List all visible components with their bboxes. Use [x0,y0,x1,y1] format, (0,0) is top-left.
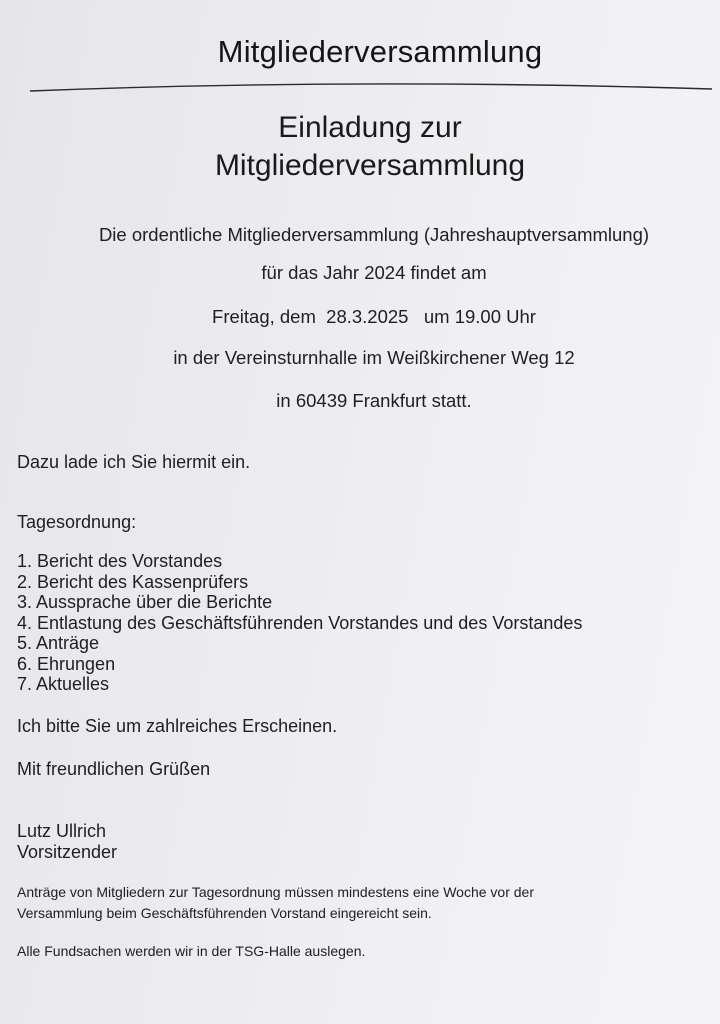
lost-found-note: Alle Fundsachen werden wir in der TSG-Halle auslegen. [17,943,366,959]
agenda-list [17,551,582,695]
header-title: Mitgliederversammlung [217,34,543,69]
agenda-item: 5. Anträge [17,633,100,653]
meeting-year: für das Jahr 2024 findet am [261,262,487,283]
agenda-item: 3. Aussprache über die Berichte [17,592,273,612]
invitation-title-line2: Mitgliederversammlung [214,149,526,182]
agenda-item: 2. Bericht des Kassenprüfers [17,571,249,592]
agenda-item: 4. Entlastung des Geschäftsführenden Vorstandes und des Vorstandes [17,612,583,633]
agenda-item: 7. Aktuelles [17,674,110,694]
signer-name: Lutz Ullrich [17,821,107,841]
agenda-heading: Tagesordnung: [17,512,137,532]
invitation-intro: Dazu lade ich Sie hiermit ein. [17,452,251,472]
header-rule [0,70,720,110]
invitation-title-line1: Einladung zur [278,111,462,144]
meeting-description: Die ordentliche Mitgliederversammlung (Jahreshauptversammlung) [98,224,650,245]
meeting-venue: in der Vereinsturnhalle im Weißkirchener Weg 12 [173,347,575,368]
motions-note-line2: Versammlung beim Geschäftsführenden Vorstand eingereicht sein. [17,905,432,921]
motions-note-line1: Anträge von Mitgliedern zur Tagesordnung müssen mindestens eine Woche vor der [17,884,534,900]
agenda-item: 1. Bericht des Vorstandes [17,551,223,571]
meeting-city: in 60439 Frankfurt statt. [276,390,472,411]
greeting: Mit freundlichen Grüßen [17,759,211,779]
closing-request: Ich bitte Sie um zahlreiches Erscheinen. [17,716,338,736]
agenda-item: 6. Ehrungen [17,653,116,674]
meeting-date-time: Freitag, dem 28.3.2025 um 19.00 Uhr [212,306,536,327]
signer-role: Vorsitzender [17,842,118,862]
